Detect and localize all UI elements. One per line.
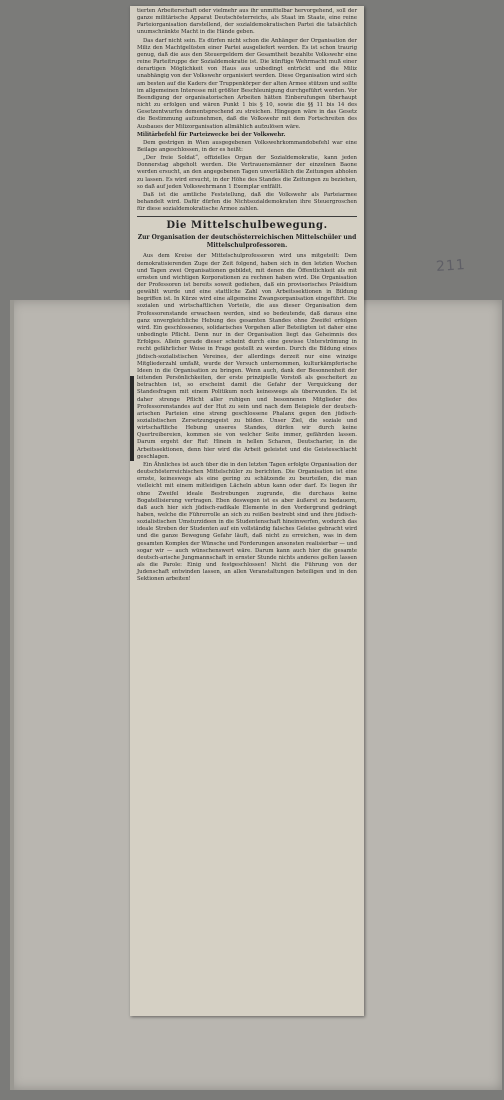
section-divider (137, 216, 357, 217)
headline: Die Mittelschulbewegung. (166, 220, 328, 232)
headline-bar (130, 376, 134, 461)
body-paragraph-1: Aus dem Kreise der Mittelschulprofessoren wird uns mitgeteilt: Dem demokratisierenden Zuge der Zeit folgend, haben sich in den letzten Wochen und Tagen zwei Organisationen gebildet, mit denen die Öffentlichkeit als mit ernsten und wichtigen Korporationen zu rechnen haben wird. Die Organisation der Professoren ist bereits soweit gediehen, daß ein provisorisches Präsidium gewählt wurde und eine stattliche Zahl von Arbeitssektionen in Bildung begriffen ist. In Kürze wird eine allgemeine Zwangsorganisation eingeführt. Die sozialen und wirtschaftlichen Vorteile, die aus dieser Organisation dem Professorenstande erwachsen werden, sind so bedeutende, daß daraus eine ganz unvergleichliche Hebung des gesamten Standes ohne Zweifel erfolgen wird. Ein geschlossenes, solidarisches Vorgehen aller Beteiligten ist daher eine unbedingte Pflicht. Denn nur in der Organisation liegt das Geheimnis des Erfolges. Allein gerade dieser scheint durch eine gewisse Unterströmung in recht gefährlicher Weise in Frage gestellt zu werden. Durch die Bildung eines jüdisch-sozialistischen Vereines, der allerdings derzeit nur eine winzige Mitgliederzahl umfaßt, wurde der Versuch unternommen, kulturkämpferische Ideen in die Organisation zu bringen. Wenn auch, dank der Besonnenheit der leitenden Persönlichkeiten, der erste prinzipielle Vorstoß als gescheitert zu betrachten ist, so erscheint damit die Gefahr der Verquickung der Standesfragen mit einem Politikum noch keineswegs als überwunden. Es ist daher strenge Pflicht aller ruhigen und besonnenen Mitglieder des Professorenstandes auf der Hut zu sein und nach dem Beispiele der deutsch-arischen Parteien eine streng geschlossene Phalanx gegen den jüdisch-sozialistischen Zersetzungsgeist zu bilden. Unser Ziel, die soziale und wirtschaftliche Hebung unseres Standes, dürfen wir durch keine Quertreibereien, kommen sie von welcher Seite immer, gefährden lassen. Darum ergeht der Ruf: Hinein in hellen Scharen, Deutscharier, in die Arbeitssektionen, denn hier wird die Arbeit geleistet und die Geistesschlacht geschlagen. (137, 253, 357, 460)
subheadline: Zur Organisation der deutschösterreichischen Mittelschüler und Mittelschulprofessoren. (137, 234, 357, 249)
top-paragraph-1: tierten Arbeiterschaft oder vielmehr aus ihr unmittelbar hervorgehend, soll der ganze militärische Apparat Deutschösterreichs, als Staat im Staate, eine reine Parteiorganisation darstellend, der sozialdemokratischen Partei die tatsächlich unumschränkte Macht in die Hände geben. (137, 8, 357, 36)
article-column (137, 8, 357, 585)
order-paragraph: Dem gestrigen in Wien ausgegebenen Volkswehrkommandobefehl war eine Beilage angeschlossen, in der es heißt: (137, 139, 357, 153)
quote-paragraph: „Der freie Soldat“, offizielles Organ der Sozialdemokratie, kann jeden Donnerstag abgeholt werden. Die Vertrauensmänner der einzelnen Baone werden ersucht, an den angegebenen Tagen unverläßlich die Zeitungen abholen zu lassen. Es wird ersucht, in der Höhe des Standes die Zeitungen zu beziehen, so daß auf jeden Volkswehrmann 1 Exemplar entfällt. (137, 155, 357, 190)
page-number: 211 (435, 256, 467, 276)
after-quote-paragraph: Daß ist die amtliche Feststellung, daß die Volkswehr als Parteiarmee behandelt wird. Dafür dürfen die Nichtsozialdemokraten ihre Steuergroschen für diese sozialdemokratische Armee zahlen. (137, 191, 357, 213)
board-edge (10, 300, 14, 1090)
subheading-militaerbefehl: Militärbefehl für Parteizwecke bei der Volkswehr. (137, 131, 286, 138)
body-paragraph-2: Ein Ähnliches ist auch über die in den letzten Tagen erfolgte Organisation der deutschösterreichischen Mittelschüler zu berichten. Die Organisation ist eine ernste, keineswegs als eine gering zu schätzende zu beurteilen, die man vielleicht mit einem mitleidigen Lächeln abtun kann oder darf. Es liegen ihr ohne Zweifel ideale Bestrebungen zugrunde, die durchaus keine Bogatellisierung vertragen. Eben deswegen ist es aber äußerst zu bedauern, daß auch hier sich jüdisch-radikale Elemente in den Vordergrund gedrängt haben, welche die Führerrolle an sich zu reißen bestrebt sind und ihre jüdisch-sozialistischen Umsturzideen in die Studentenschaft hineinwerfen, wodurch das ideale Streben der Studenten auf ein vollständig falsches Geleise gebracht wird und die ganze Bewegung Gefahr läuft, daß nicht zu erreichen, was in dem gesamten Komplex der Wünsche und Forderungen ansonsten realisierbar — und sogar wir — auch wünschenswert wäre. Darum kann auch hier die gesamte deutsch-arische Jungmannschaft in ernster Stunde nichts anderes gelten lassen als die Parole: Einig und festgeschlossen! Nicht die Führung von der Judenschaft entwinden lassen, an allen Veranstaltungen beteiligen und in den Sektionen arbeiten! (137, 461, 357, 583)
newspaper-clipping (130, 6, 364, 1016)
top-paragraph-2: Das darf nicht sein. Es dürfen nicht schon die Anhänger der Organisation der Miliz den Machtgelüsten einer Partei ausgeliefert werden. Es ist schon traurig genug, daß die aus den Steuergeldern der Gesamtheit bezahlte Volkswehr eine reine Parteitruppe der Sozialdemokratie ist. Die künftige Wehrmacht muß einer derartigen Möglichkeit von Haus aus unbedingt entrückt und die Miliz unabhängig von der Volkswehr organisiert werden. Diese Organisation wird sich am besten auf die Kaders der Truppenkörper der alten Armee stützen und sollte im allgemeinen Interesse mit größter Beschleunigung durchgeführt werden. Vor Beendigung der organisatorischen Arbeiten hätten Einberufungen überhaupt nicht zu erfolgen und wären Punkt 1 bis § 10, sowie die §§ 11 bis 14 des Gesetzentwurfes dementsprechend zu streichen. Hingegen wäre in das Gesetz die Bestimmung aufzunehmen, daß die Volkswehr mit dem Fortschreiten des Ausbaues der Milizorganisation allmählich aufzulösen wäre. (137, 37, 357, 130)
